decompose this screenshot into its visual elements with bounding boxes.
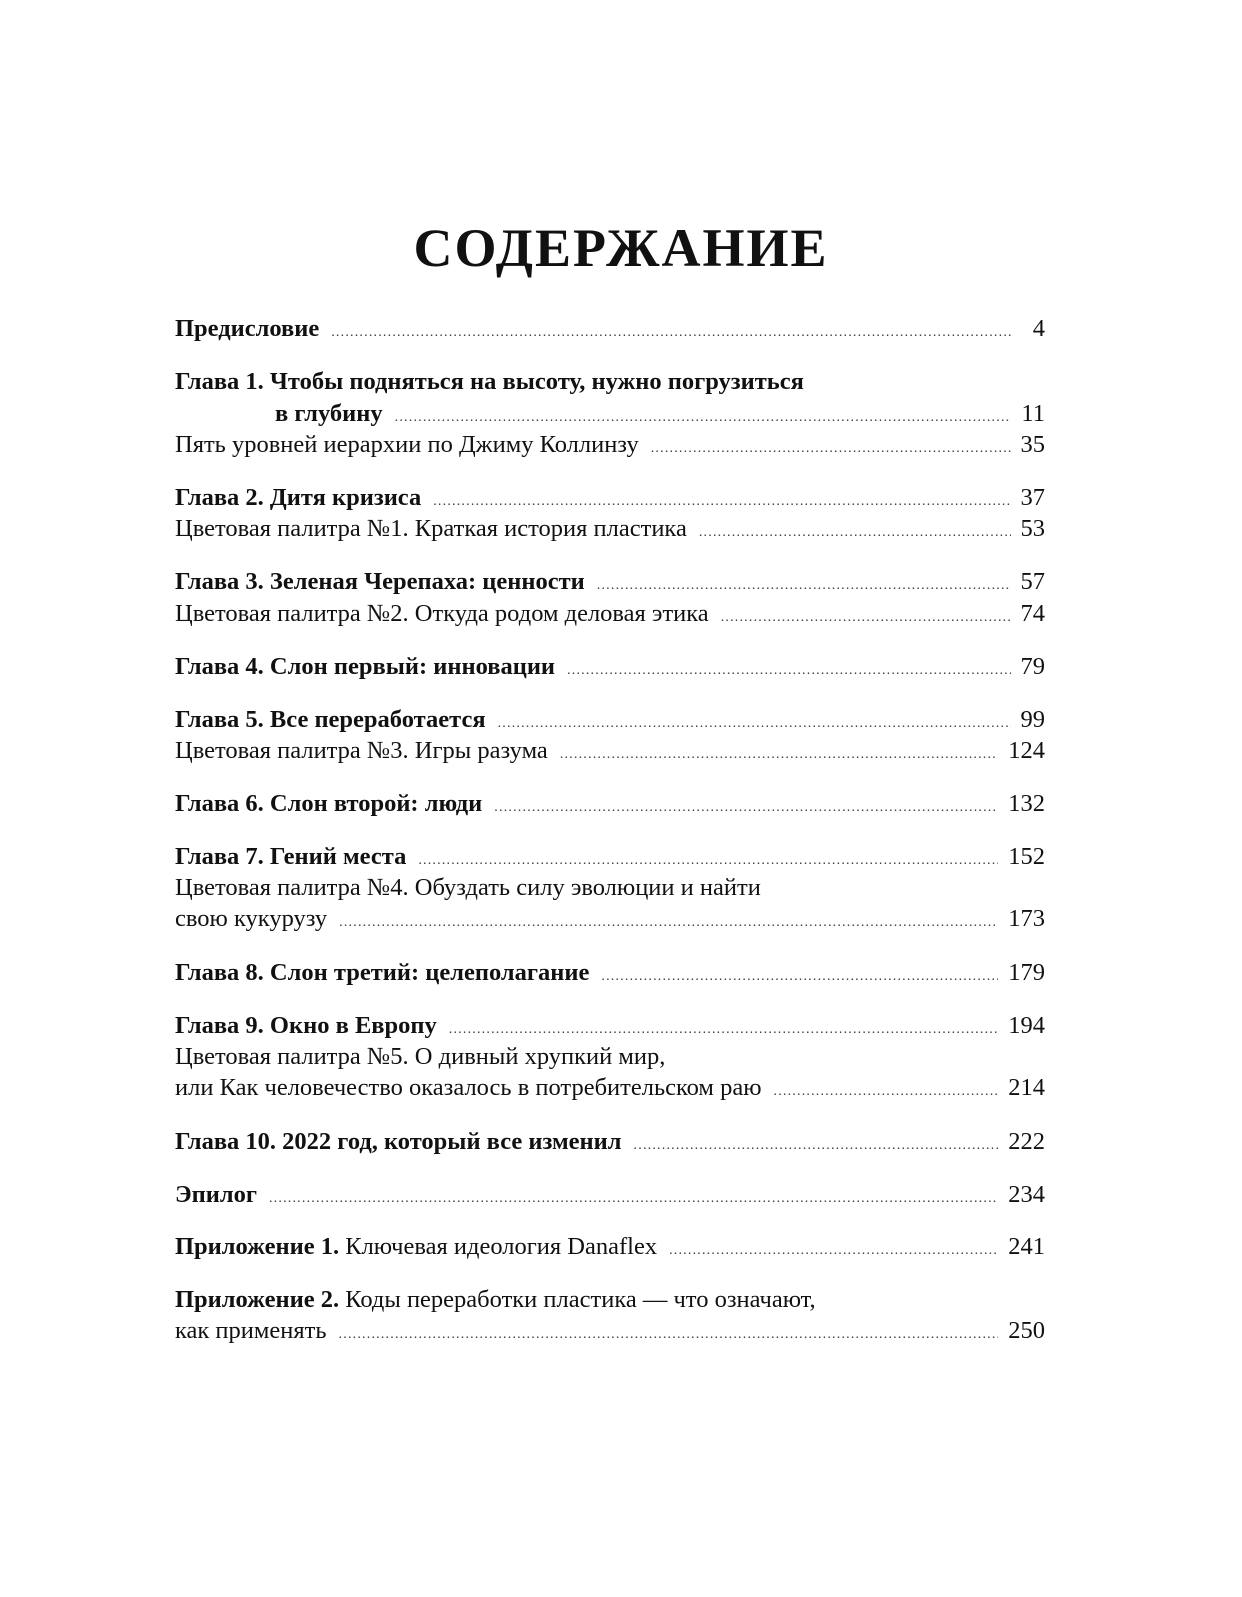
toc-page-number: 214 <box>1008 1074 1045 1101</box>
toc-entry-chapter-7-sub[interactable] <box>175 903 1045 935</box>
toc-page-number: 57 <box>1020 568 1045 595</box>
dot-leader <box>669 1235 998 1267</box>
toc-entry-label: или Как человечество оказалось в потребительском раю <box>175 1074 762 1101</box>
page-title: СОДЕРЖАНИЕ <box>413 218 829 278</box>
toc-entry-label: Глава 4. Слон первый: инновации <box>175 653 556 680</box>
toc-page-number: 124 <box>1008 737 1045 764</box>
toc-entry-label: Эпилог <box>175 1181 257 1208</box>
toc-entry-chapter-2-sub[interactable] <box>175 513 1045 545</box>
toc-page-number: 234 <box>1008 1181 1045 1208</box>
toc-page-number: 79 <box>1020 653 1045 680</box>
toc-page-number: 11 <box>1021 400 1045 427</box>
toc-entry-chapter-5-sub[interactable] <box>175 735 1045 767</box>
toc-entry-label: Цветовая палитра №5. О дивный хрупкий мир, <box>175 1043 666 1070</box>
toc-entry-chapter-1-sub[interactable] <box>175 429 1045 461</box>
toc-page-number: 4 <box>1032 315 1045 342</box>
toc-entry-chapter-1-line-1[interactable] <box>175 366 1045 398</box>
toc-page-number: 132 <box>1008 790 1045 817</box>
dot-leader <box>331 317 1011 349</box>
toc-page-number: 99 <box>1020 706 1045 733</box>
dot-leader <box>601 961 998 993</box>
toc-entry-label: как применять <box>175 1317 327 1344</box>
dot-leader <box>560 739 998 771</box>
toc-entry-label: Цветовая палитра №4. Обуздать силу эволюции и найти <box>175 874 761 901</box>
appendix-title: Ключевая идеология Danaflex <box>339 1233 658 1260</box>
toc-entry-chapter-7-sub-line-1[interactable] <box>175 872 1045 904</box>
dot-leader <box>339 907 998 939</box>
toc-entry-label: Глава 2. Дитя кризиса <box>175 484 422 511</box>
appendix-number: Приложение 2. <box>175 1286 340 1313</box>
dot-leader <box>269 1183 998 1215</box>
toc-page-number: 74 <box>1020 600 1045 627</box>
toc-page-number: 179 <box>1008 959 1045 986</box>
toc-entry-label: Глава 1. Чтобы подняться на высоту, нужно погрузиться <box>175 368 804 395</box>
dot-leader <box>651 433 1011 465</box>
toc-page-number: 241 <box>1008 1233 1045 1260</box>
toc-page-number: 194 <box>1008 1012 1045 1039</box>
toc-page-number: 250 <box>1008 1317 1045 1344</box>
toc-page-number: 35 <box>1020 431 1045 458</box>
toc-entry-appendix-1[interactable] <box>175 1231 1045 1263</box>
toc-entry-label: Глава 9. Окно в Европу <box>175 1012 437 1039</box>
toc-entry-label: Глава 7. Гений места <box>175 843 407 870</box>
toc-page-number: 37 <box>1020 484 1045 511</box>
toc-entry-label: в глубину <box>275 400 383 427</box>
toc-entry-chapter-9-sub[interactable] <box>175 1072 1045 1104</box>
toc-page-number: 173 <box>1008 905 1045 932</box>
toc-page-number: 152 <box>1008 843 1045 870</box>
toc-entry-chapter-3[interactable] <box>175 566 1045 598</box>
toc-entry-appendix-2[interactable] <box>175 1315 1045 1347</box>
toc-entry-preface[interactable] <box>175 313 1045 345</box>
appendix-title: Коды переработки пластика — что означают, <box>339 1286 816 1313</box>
dot-leader <box>339 1319 999 1351</box>
toc-entry-label: Предисловие <box>175 315 320 342</box>
toc-entry-chapter-10[interactable] <box>175 1126 1045 1158</box>
toc-entry-label: Глава 6. Слон второй: люди <box>175 790 483 817</box>
dot-leader <box>721 602 1011 634</box>
dot-leader <box>774 1076 999 1108</box>
toc-entry-label: Глава 8. Слон третий: целеполагание <box>175 959 590 986</box>
toc-entry-chapter-9[interactable] <box>175 1010 1045 1042</box>
toc-page-number: 53 <box>1020 515 1045 542</box>
dot-leader <box>699 517 1011 549</box>
toc-entry-label: Глава 3. Зеленая Черепаха: ценности <box>175 568 585 595</box>
toc-entry-label <box>175 1231 657 1263</box>
toc-entry-chapter-2[interactable] <box>175 482 1045 514</box>
dot-leader <box>567 655 1010 687</box>
toc-entry-chapter-6[interactable] <box>175 788 1045 820</box>
toc-entry-chapter-3-sub[interactable] <box>175 598 1045 630</box>
toc-entry-label: Цветовая палитра №2. Откуда родом деловая этика <box>175 600 709 627</box>
appendix-number: Приложение 1. <box>175 1233 340 1260</box>
toc-entry-label: Цветовая палитра №1. Краткая история пластика <box>175 515 687 542</box>
toc-entry-label: свою кукурузу <box>175 905 328 932</box>
dot-leader <box>494 792 998 824</box>
toc-entry-label: Пять уровней иерархии по Джиму Коллинзу <box>175 431 639 458</box>
toc-entry-label: Глава 5. Все переработается <box>175 706 486 733</box>
toc-entry-chapter-1[interactable] <box>275 398 1045 430</box>
toc-entry-chapter-7[interactable] <box>175 841 1045 873</box>
toc-entry-appendix-2-line-1[interactable] <box>175 1284 1045 1316</box>
toc-page-number: 222 <box>1008 1128 1045 1155</box>
toc-entry-label: Цветовая палитра №3. Игры разума <box>175 737 548 764</box>
toc-entry-epilogue[interactable] <box>175 1179 1045 1211</box>
toc-entry-chapter-5[interactable] <box>175 704 1045 736</box>
toc-entry-label: Глава 10. 2022 год, который все изменил <box>175 1128 622 1155</box>
toc-entry-label <box>175 1286 816 1313</box>
toc-entry-chapter-4[interactable] <box>175 651 1045 683</box>
toc-entry-chapter-8[interactable] <box>175 957 1045 989</box>
dot-leader <box>634 1130 999 1162</box>
toc-entry-chapter-9-sub-line-1[interactable] <box>175 1041 1045 1073</box>
